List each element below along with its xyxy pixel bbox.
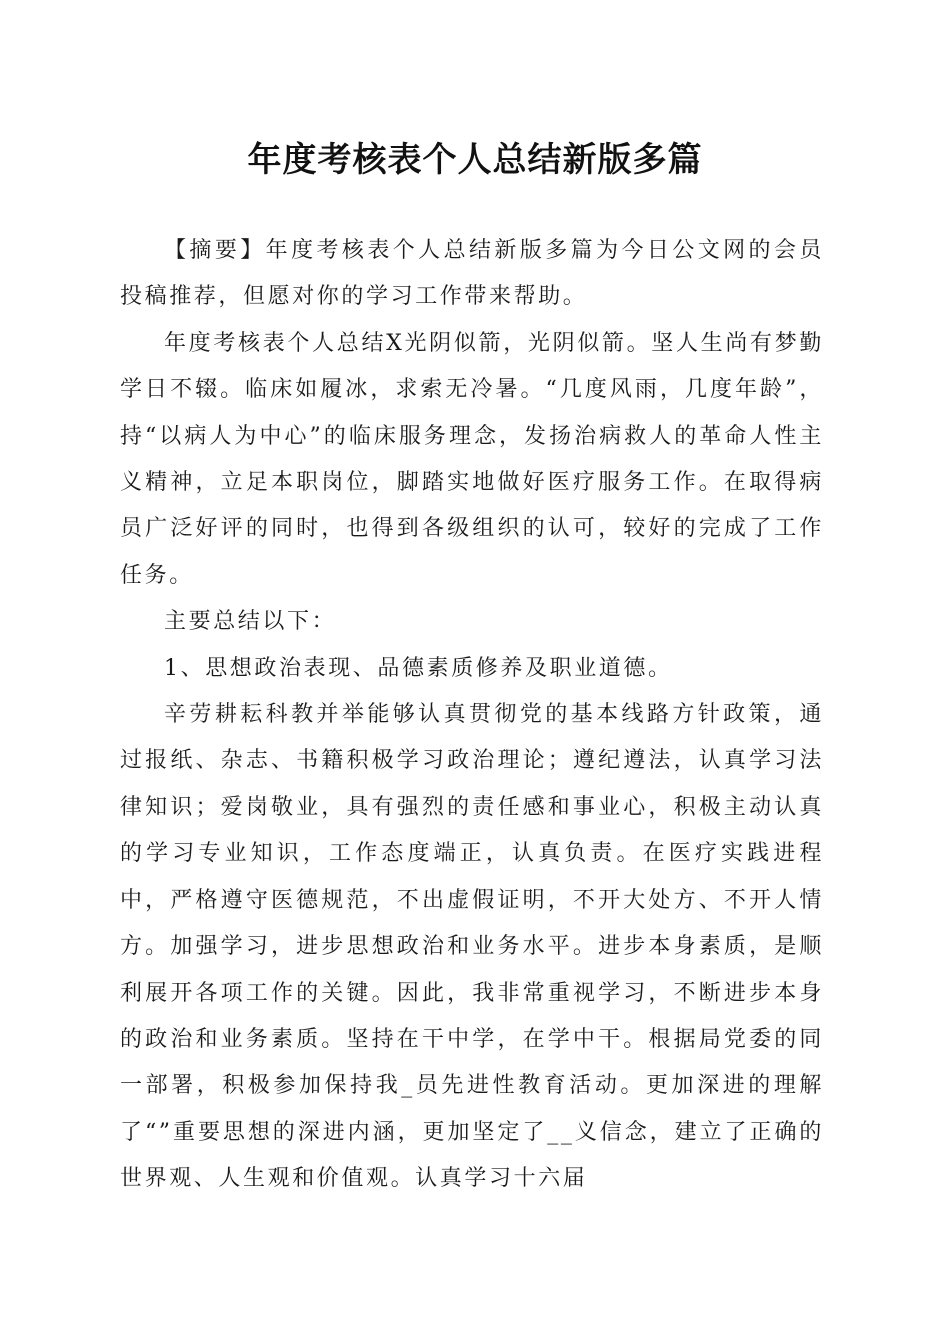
body-paragraph: 辛劳耕耘科教并举能够认真贯彻党的基本线路方针政策，通过报纸、杂志、书籍积极学习政治理论；遵纪遵法，认真学习法律知识；爱岗敬业，具有强烈的责任感和事业心，积极主动认真的学习专业知识，工作态度端正，认真负责。在医疗实践进程中，严格遵守医德规范，不出虚假证明，不开大处方、不开人情方。加强学习，进步思想政治和业务水平。进步本身素质，是顺利展开各项工作的关键。因此，我非常重视学习，不断进步本身的政治和业务素质。坚持在干中学，在学中干。根据局党委的同一部署，积极参加保持我_员先进性教育活动。更加深进的理解了“”重要思想的深进内涵，更加坚定了__义信念，建立了正确的世界观、人生观和价值观。认真学习十六届	[120, 702, 824, 1192]
section-heading: 1、思想政治表现、品德素质修养及职业道德。	[164, 655, 673, 681]
document-body	[120, 228, 824, 1203]
body-paragraph: 主要总结以下：	[164, 609, 337, 635]
document-title: 年度考核表个人总结新版多篇	[247, 140, 703, 180]
abstract-paragraph: 【摘要】年度考核表个人总结新版多篇为今日公文网的会员投稿推荐，但愿对你的学习工作带来帮助。	[120, 238, 824, 310]
body-paragraph: 年度考核表个人总结X光阴似箭，光阴似箭。坚人生尚有梦勤学日不辍。临床如履冰，求索无冷暑。“几度风雨，几度年龄”，持“以病人为中心”的临床服务理念，发扬治病救人的革命人性主义精神，立足本职岗位，脚踏实地做好医疗服务工作。在取得病员广泛好评的同时，也得到各级组织的认可，较好的完成了工作任务。	[120, 330, 824, 588]
